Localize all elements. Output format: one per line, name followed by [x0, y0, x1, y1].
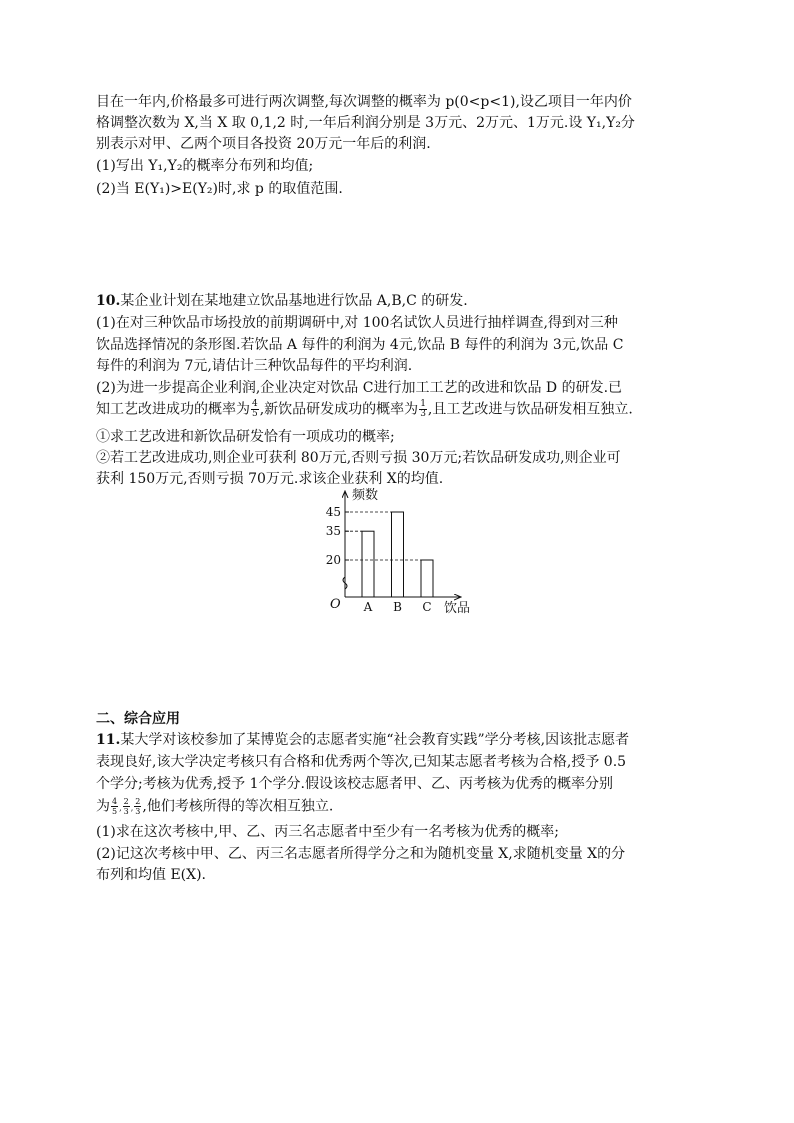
chart-plot-area [326, 487, 470, 616]
q11-line-4-pre: 为 [96, 798, 110, 815]
q11-line-4: 为 $\frac{4}{5}$ , $\frac{2}{3}$ , $\frac{2}{3}$ ,他们考核所得的等次相互独立. [96, 797, 334, 816]
y-axis-label: 频数 [352, 488, 379, 503]
q11-line-1 [96, 731, 736, 750]
q11-subquestion-1: (1)求在这次考核中,甲、乙、丙三名志愿者中至少有一名考核为优秀的概率; [96, 824, 559, 840]
q11-line-1-text: 某大学对该校参加了某博览会的志愿者实施“社会教育实践”学分考核,因该批志愿者 [120, 732, 630, 748]
q9-subquestion-1: (1)写出 Y₁,Y₂的概率分布列和均值; [96, 158, 314, 174]
q10-circle-1: ①求工艺改进和新饮品研发恰有一项成功的概率; [96, 429, 395, 445]
fraction-one-third: $\frac{1}{3}$ [420, 399, 426, 419]
q11-line-4-post: ,他们考核所得的等次相互独立. [142, 798, 334, 815]
y-tick-label-45: 45 [325, 505, 341, 519]
bar-A [362, 531, 374, 597]
bar-B [392, 512, 404, 597]
fraction-b: $\frac{2}{3}$ [123, 797, 129, 816]
x-tick-label-C: C [422, 600, 432, 614]
x-tick-label-B: B [393, 600, 402, 614]
q9-line-3: 别表示对甲、乙两个项目各投资 20万元一年后的利润. [96, 136, 431, 152]
q11-subquestion-2-line-2: 布列和均值 E(X). [96, 867, 207, 883]
q10-circle-2-line-1: ②若工艺改进成功,则企业可获利 80万元,否则亏损 30万元;若饮品研发成功,则企业可 [96, 450, 621, 466]
q9-line-1: 目在一年内,价格最多可进行两次调整,每次调整的概率为 p(0<p<1),设乙项目一年内价 [96, 94, 632, 110]
fraction-c: $\frac{2}{3}$ [135, 797, 141, 816]
q10-part2-line-1: (2)为进一步提高企业利润,企业决定对饮品 C进行加工工艺的改进和饮品 D 的研发.已 [96, 380, 623, 396]
fraction-four-fifths: $\frac{4}{5}$ [252, 399, 258, 419]
q10-part1-line-1: (1)在对三种饮品市场投放的前期调研中,对 100名试饮人员进行抽样调查,得到对三种 [96, 315, 618, 331]
q9-line-2: 格调整次数为 X,当 X 取 0,1,2 时,一年后利润分别是 3万元、2万元、1万元.设 Y₁,Y₂分 [96, 115, 635, 131]
y-axis-break [343, 577, 347, 589]
q11-subquestion-2-line-1: (2)记这次考核中甲、乙、丙三名志愿者所得学分之和为随机变量 X,求随机变量 X的分 [96, 846, 626, 862]
bar-C [421, 560, 433, 597]
q10-number: 10. [96, 293, 121, 309]
y-tick-label-20: 20 [325, 553, 341, 567]
q10-part2-text-a: 知工艺改进成功的概率为 [96, 401, 250, 418]
x-tick-label-A: A [363, 600, 373, 614]
y-tick-label-35: 35 [325, 524, 341, 539]
q10-part1-line-3: 每件的利润为 7元,请估计三种饮品每件的平均利润. [96, 358, 413, 374]
origin-label: O [330, 597, 341, 612]
q10-part1-line-2: 饮品选择情况的条形图.若饮品 A 每件的利润为 4元,饮品 B 每件的利润为 3元,饮品 C [96, 337, 624, 353]
q10-stem-text: 某企业计划在某地建立饮品基地进行饮品 A,B,C 的研发. [120, 293, 468, 309]
x-axis-label: 饮品 [444, 601, 471, 616]
q10-stem [96, 292, 736, 311]
fraction-a: $\frac{4}{5}$ [112, 797, 118, 816]
q11-line-2: 表现良好,该大学决定考核只有合格和优秀两个等次,已知某志愿者考核为合格,授予 0.5 [96, 754, 627, 770]
q10-part2-text-c: ,且工艺改进与饮品研发相互独立. [427, 401, 633, 418]
q11-line-3: 个学分;考核为优秀,授予 1个学分.假设该校志愿者甲、乙、丙考核为优秀的概率分别 [96, 776, 613, 792]
q10-part2-text-b: ,新饮品研发成功的概率为 [259, 401, 419, 418]
q10-circle-2-line-2: 获利 150万元,否则亏损 70万元.求该企业获利 X的均值. [96, 471, 444, 487]
q9-subquestion-2: (2)当 E(Y₁)>E(Y₂)时,求 p 的取值范围. [96, 181, 343, 197]
q11-number: 11. [96, 732, 121, 748]
section-2-title: 二、综合应用 [96, 711, 180, 727]
q10-part2-line-2 [96, 400, 736, 420]
